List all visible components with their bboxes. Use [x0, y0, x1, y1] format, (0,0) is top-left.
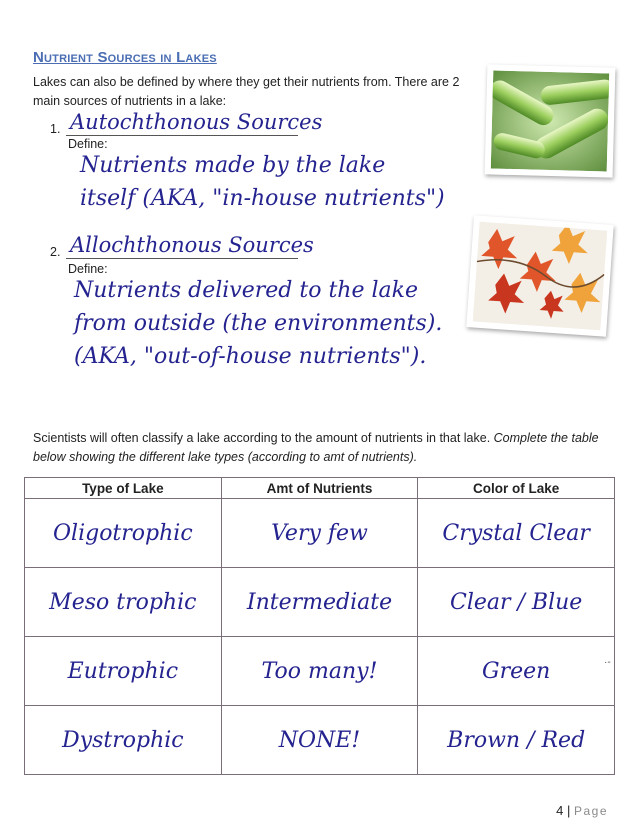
table-row	[25, 568, 615, 637]
page-number: 4	[556, 803, 564, 818]
source-2-definition-line: from outside (the environments).	[74, 311, 443, 336]
source-1-answer-line	[66, 135, 298, 136]
lake-color-cell: Crystal Clear	[418, 499, 615, 568]
table-row	[25, 499, 615, 568]
source-1-number: 1.	[50, 122, 61, 136]
header-type-of-lake: Type of Lake	[25, 478, 222, 499]
source-2-definition-line: Nutrients delivered to the lake	[74, 278, 418, 303]
bacteria-photo	[485, 64, 616, 177]
intro-paragraph: Lakes can also be defined by where they get their nutrients from. There are 2 main sources of nutrients in a lake:	[33, 75, 460, 108]
table-intro-paragraph	[33, 429, 623, 467]
lake-type-cell: Oligotrophic	[25, 499, 222, 568]
table-intro-text: Scientists will often classify a lake according to the amount of nutrients in that lake.	[33, 431, 494, 445]
source-2-name: Allochthonous Sources	[70, 233, 314, 257]
nutrient-amount-cell: NONE!	[221, 706, 418, 775]
source-1-definition	[80, 149, 445, 215]
source-1-define-label: Define:	[68, 137, 108, 151]
page-separator: |	[566, 803, 571, 818]
source-1-name: Autochthonous Sources	[70, 110, 323, 134]
source-2-definition	[74, 274, 442, 373]
lake-type-cell: Eutrophic	[25, 637, 222, 706]
stray-mark: ·-	[604, 657, 611, 668]
source-2-definition-line: (AKA, "out-of-house nutrients").	[74, 344, 427, 369]
autumn-leaves-photo	[466, 215, 613, 336]
page-label: Page	[573, 804, 608, 818]
table-row	[25, 637, 615, 706]
source-1-definition-line: itself (AKA, "in-house nutrients")	[80, 186, 445, 211]
source-1-definition-line: Nutrients made by the lake	[80, 153, 386, 178]
table-row	[25, 706, 615, 775]
header-amt-of-nutrients: Amt of Nutrients	[221, 478, 418, 499]
source-2-answer-line	[66, 258, 298, 259]
nutrient-amount-cell: Intermediate	[221, 568, 418, 637]
lake-type-cell: Dystrophic	[25, 706, 222, 775]
lake-types-table	[24, 477, 615, 775]
nutrient-amount-cell: Too many!	[221, 637, 418, 706]
table-header-row	[25, 478, 615, 499]
table-instruction-text: Complete the table below showing the different lake types (according to amt of nutrients).	[33, 431, 599, 464]
lake-color-cell: Green	[418, 637, 615, 706]
section-title: Nutrient Sources in Lakes	[33, 49, 217, 66]
lake-type-cell: Meso trophic	[25, 568, 222, 637]
nutrient-amount-cell: Very few	[221, 499, 418, 568]
source-2-define-label: Define:	[68, 262, 108, 276]
lake-color-cell: Clear / Blue	[418, 568, 615, 637]
source-2-number: 2.	[50, 245, 61, 259]
page-footer	[556, 803, 608, 818]
lake-color-cell: Brown / Red	[418, 706, 615, 775]
header-color-of-lake: Color of Lake	[418, 478, 615, 499]
